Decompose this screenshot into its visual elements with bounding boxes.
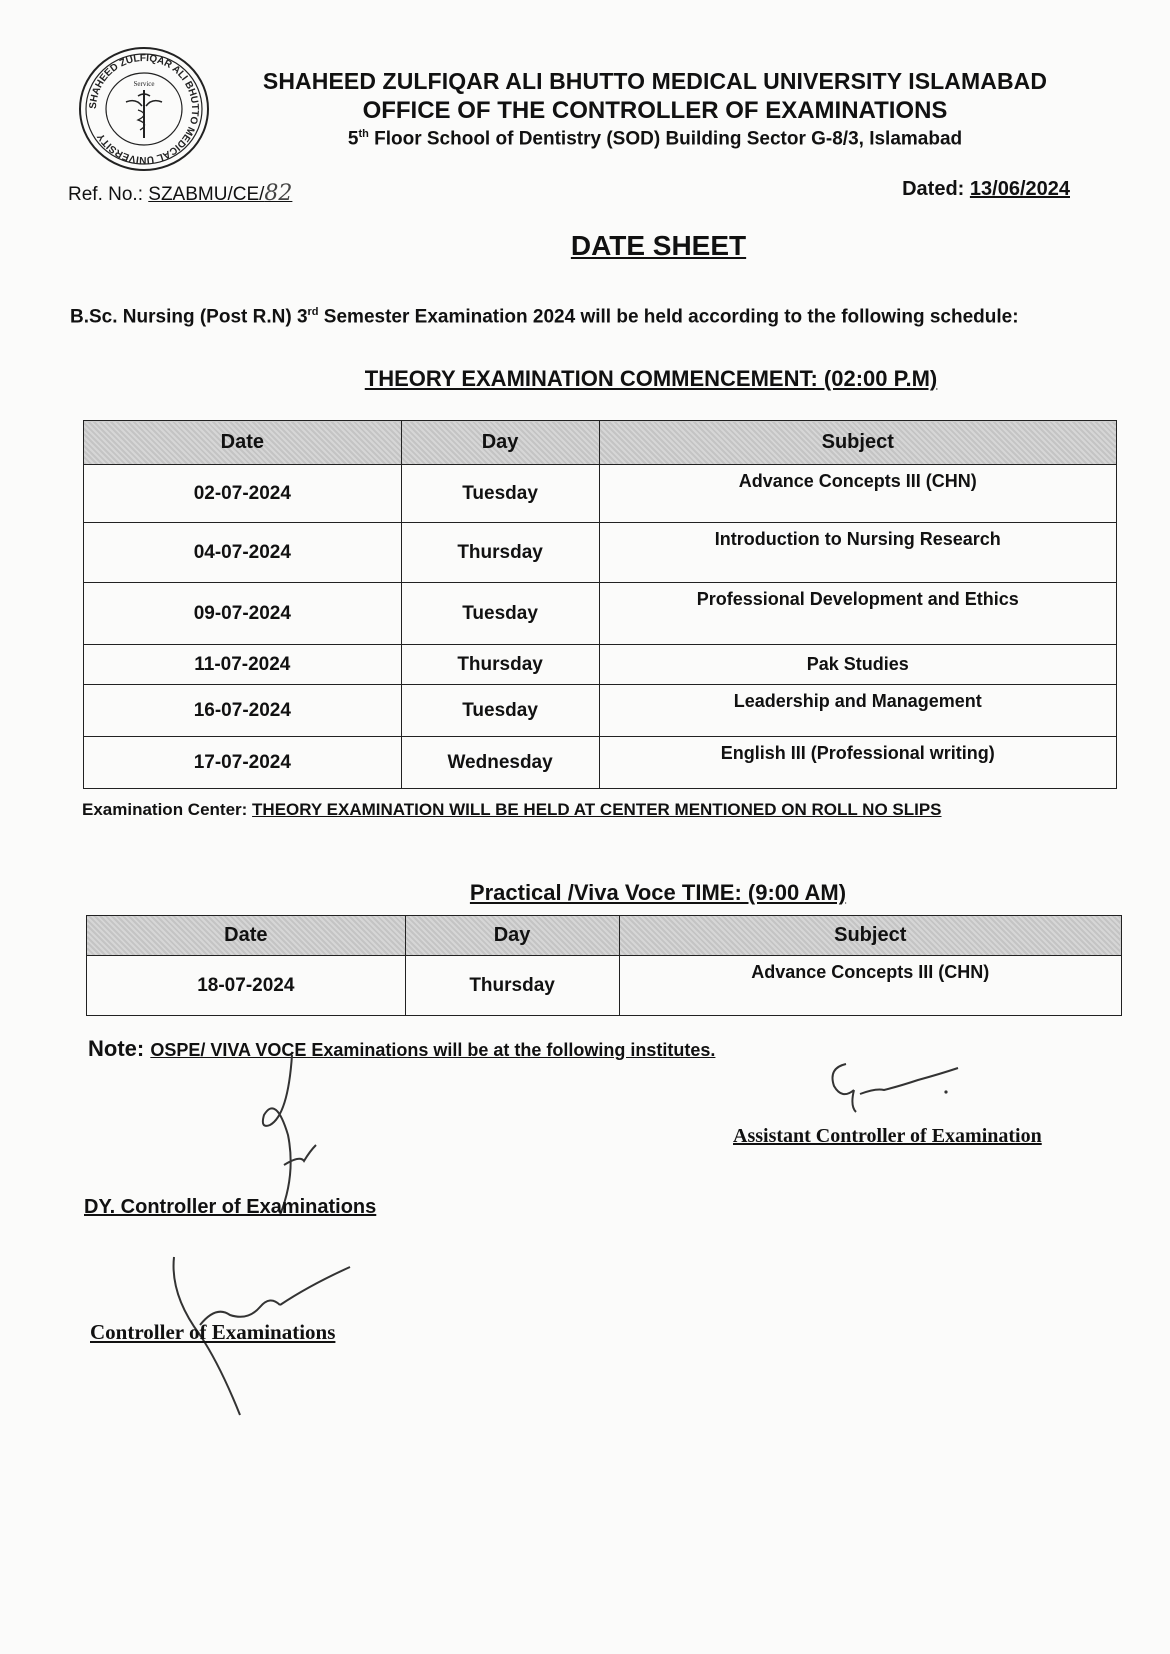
table-row [84,465,1117,523]
assistant-controller-label: Assistant Controller of Examination [733,1125,1042,1147]
theory-day: Wednesday [401,737,599,789]
dated-value: 13/06/2024 [969,178,1070,200]
office-name: OFFICE OF THE CONTROLLER OF EXAMINATIONS [362,97,948,124]
seal-ring-text: SHAHEED ZULFIQAR ALI BHUTTO MEDICAL UNIVERSITY [87,52,201,166]
theory-header-date: Date [84,421,402,465]
theory-day: Thursday [401,523,599,583]
examination-center [82,800,942,820]
note-label: Note: [88,1036,151,1061]
theory-header-day: Day [401,421,599,465]
ref-label: Ref. No.: [68,184,143,205]
office-address: 5th Floor School of Dentistry (SOD) Building Sector G-8/3, Islamabad [347,128,963,150]
assistant-controller-signature [820,1050,980,1120]
theory-date: 04-07-2024 [84,523,402,583]
table-row [84,685,1117,737]
theory-subject: Professional Development and Ethics [599,583,1116,645]
theory-header-subject: Subject [599,421,1116,465]
exam-center-value: THEORY EXAMINATION WILL BE HELD AT CENTER MENTIONED ON ROLL NO SLIPS [252,800,942,819]
controller-label: Controller of Examinations [90,1320,336,1344]
page-title: DATE SHEET [570,230,747,261]
table-row [84,645,1117,685]
practical-date: 18-07-2024 [87,956,406,1016]
dated [902,178,1070,201]
theory-date: 11-07-2024 [84,645,402,685]
theory-subject: Advance Concepts III (CHN) [599,465,1116,523]
table-row [84,583,1117,645]
theory-schedule-table [83,420,1117,789]
practical-schedule-table [86,915,1122,1016]
deputy-controller-label: DY. Controller of Examinations [84,1196,377,1218]
theory-subject: Introduction to Nursing Research [599,523,1116,583]
seal-inner-text: Service [133,80,155,88]
table-row [87,956,1122,1016]
dated-label: Dated: [902,178,965,200]
theory-day: Tuesday [401,583,599,645]
practical-subject: Advance Concepts III (CHN) [619,956,1122,1016]
ref-handwritten: 82 [264,181,293,206]
theory-day: Tuesday [401,465,599,523]
table-row [84,737,1117,789]
university-name: SHAHEED ZULFIQAR ALI BHUTTO MEDICAL UNIVERSITY ISLAMABAD [262,68,1048,94]
theory-day: Tuesday [401,685,599,737]
theory-heading: THEORY EXAMINATION COMMENCEMENT: (02:00 P.M) [364,366,938,391]
note-text: OSPE/ VIVA VOCE Examinations will be at the following institutes. [150,1040,716,1060]
practical-header-date: Date [87,916,406,956]
exam-center-label: Examination Center: [82,800,253,819]
note [88,1036,715,1062]
theory-date: 17-07-2024 [84,737,402,789]
table-row [84,523,1117,583]
theory-date: 16-07-2024 [84,685,402,737]
theory-subject: Leadership and Management [599,685,1116,737]
practical-header-day: Day [405,916,619,956]
practical-header-subject: Subject [619,916,1122,956]
theory-subject: English III (Professional writing) [599,737,1116,789]
theory-date: 09-07-2024 [84,583,402,645]
university-seal-logo [76,44,212,174]
ref-value: SZABMU/CE/82 [148,181,293,206]
practical-heading: Practical /Viva Voce TIME: (9:00 AM) [469,880,847,905]
theory-date: 02-07-2024 [84,465,402,523]
practical-day: Thursday [405,956,619,1016]
reference-number [68,181,292,206]
theory-subject: Pak Studies [599,645,1116,685]
theory-day: Thursday [401,645,599,685]
intro-paragraph: B.Sc. Nursing (Post R.N) 3rd Semester Examination 2024 will be held according to the following schedule: [70,306,1019,328]
